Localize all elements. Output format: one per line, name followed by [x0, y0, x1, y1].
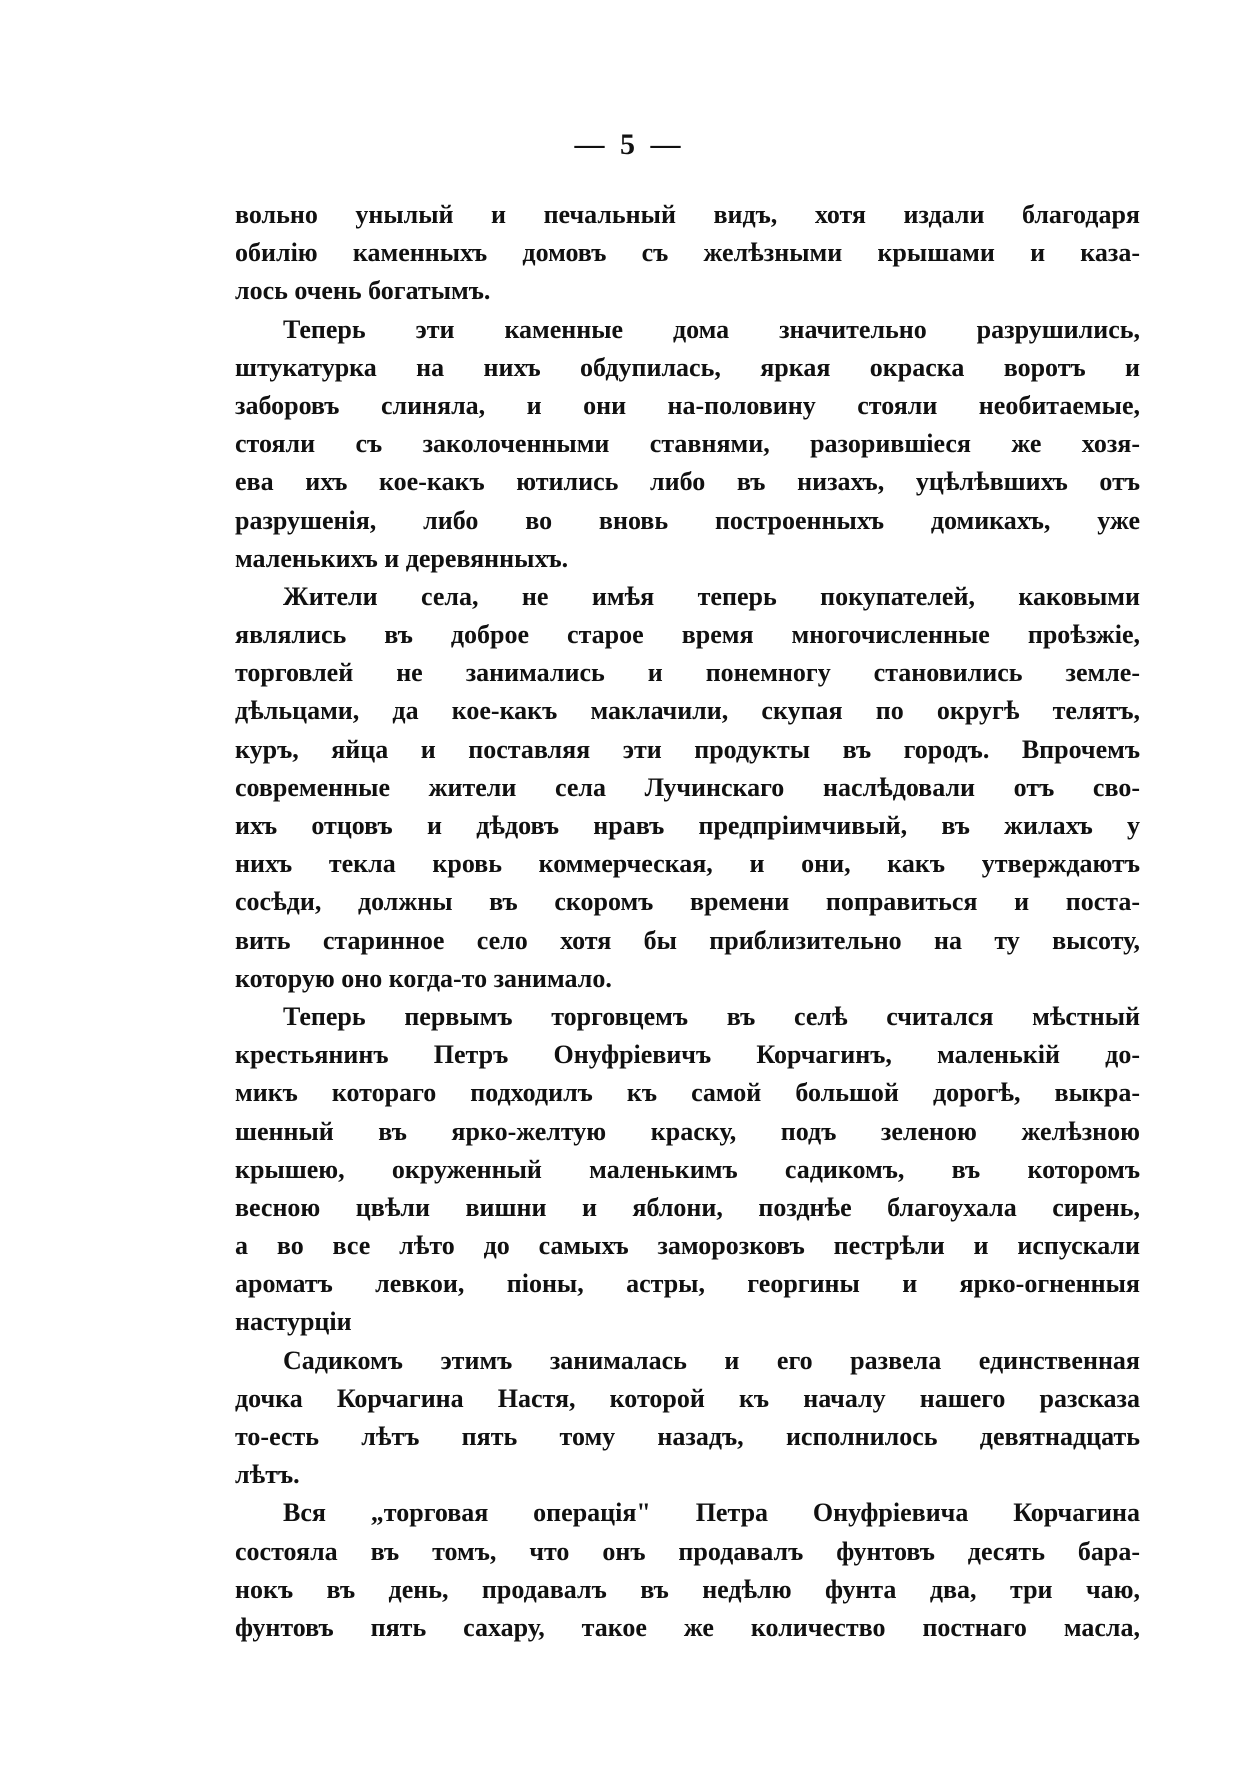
text-line: современные жители села Лучинскаго наслѣдовали отъ сво-	[235, 772, 1140, 802]
text-line: торговлей не занимались и понемногу становились земле-	[235, 658, 1140, 688]
text-line: ароматъ левкои, піоны, астры, георгины и ярко-огненныя	[235, 1269, 1140, 1299]
text-line: микъ котораго подходилъ къ самой большой дорогѣ, выкра-	[235, 1078, 1140, 1108]
paragraph	[235, 196, 1140, 311]
paragraph	[235, 998, 1140, 1342]
body-text	[235, 196, 1140, 1647]
text-line: которую оно когда-то занимало.	[235, 963, 612, 993]
text-line: настурціи	[235, 1307, 352, 1337]
text-line: нокъ въ день, продавалъ въ недѣлю фунта два, три чаю,	[235, 1574, 1140, 1604]
text-line: Теперь эти каменные дома значительно разрушились,	[283, 314, 1140, 344]
paragraph	[235, 311, 1140, 578]
text-line: лѣтъ.	[235, 1460, 300, 1490]
paragraph	[235, 1494, 1140, 1647]
text-line: фунтовъ пять сахару, такое же количество постнаго масла,	[235, 1612, 1140, 1642]
text-line: крышею, окруженный маленькимъ садикомъ, въ которомъ	[235, 1154, 1140, 1184]
text-line: то-есть лѣтъ пять тому назадъ, исполнилось девятнадцать	[235, 1422, 1140, 1451]
text-line: весною цвѣли вишни и яблони, позднѣе благоухала сирень,	[235, 1192, 1140, 1222]
text-line: куръ, яйца и поставляя эти продукты въ городъ. Впрочемъ	[235, 734, 1140, 764]
text-line: штукатурка на нихъ обдупилась, яркая окраска воротъ и	[235, 352, 1140, 382]
text-line: Вся „торговая операція" Петра Онуфріевича Корчагина	[283, 1498, 1140, 1528]
page-number: — 5 —	[574, 128, 685, 161]
text-line: заборовъ слиняла, и они на-половину стояли необитаемые,	[235, 390, 1140, 420]
text-line: состояла въ томъ, что онъ продавалъ фунтовъ десять бара-	[235, 1536, 1140, 1566]
text-line: стояли съ заколоченными ставнями, разорившіеся же хозя-	[235, 429, 1140, 459]
text-line: дочка Корчагина Настя, которой къ началу нашего разсказа	[235, 1383, 1140, 1413]
text-line: дѣльцами, да кое-какъ маклачили, скупая по округѣ телятъ,	[235, 696, 1140, 726]
text-line: разрушенія, либо во вновь построенныхъ домикахъ, уже	[235, 505, 1140, 535]
text-line: вольно унылый и печальный видъ, хотя издали благодаря	[235, 200, 1140, 229]
text-line: нихъ текла кровь коммерческая, и они, какъ утверждаютъ	[235, 849, 1140, 879]
text-line: крестьянинъ Петръ Онуфріевичъ Корчагинъ, маленькій до-	[235, 1040, 1140, 1070]
text-line: сосѣди, должны въ скоромъ времени поправиться и поста-	[235, 887, 1140, 917]
text-line: а во все лѣто до самыхъ заморозковъ пестрѣли и испускали	[235, 1231, 1140, 1261]
text-line: шенный въ ярко-желтую краску, подъ зеленою желѣзною	[235, 1116, 1140, 1146]
text-line: Садикомъ этимъ занималась и его развела единственная	[283, 1345, 1140, 1375]
text-line: лось очень богатымъ.	[235, 276, 491, 306]
text-line: Жители села, не имѣя теперь покупателей, каковыми	[283, 581, 1140, 611]
text-line: являлись въ доброе старое время многочисленные проѣзжіе,	[235, 620, 1140, 650]
text-line: Теперь первымъ торговцемъ въ селѣ считался мѣстный	[283, 1001, 1140, 1031]
paragraph	[235, 578, 1140, 998]
text-line: маленькихъ и деревянныхъ.	[235, 543, 569, 573]
text-line: обилію каменныхъ домовъ съ желѣзными крышами и каза-	[235, 238, 1140, 268]
text-line: ева ихъ кое-какъ ютились либо въ низахъ, уцѣлѣвшихъ отъ	[235, 467, 1140, 497]
paragraph	[235, 1342, 1140, 1495]
text-line: вить старинное село хотя бы приблизительно на ту высоту,	[235, 925, 1140, 955]
text-line: ихъ отцовъ и дѣдовъ нравъ предпріимчивый, въ жилахъ у	[235, 811, 1140, 840]
